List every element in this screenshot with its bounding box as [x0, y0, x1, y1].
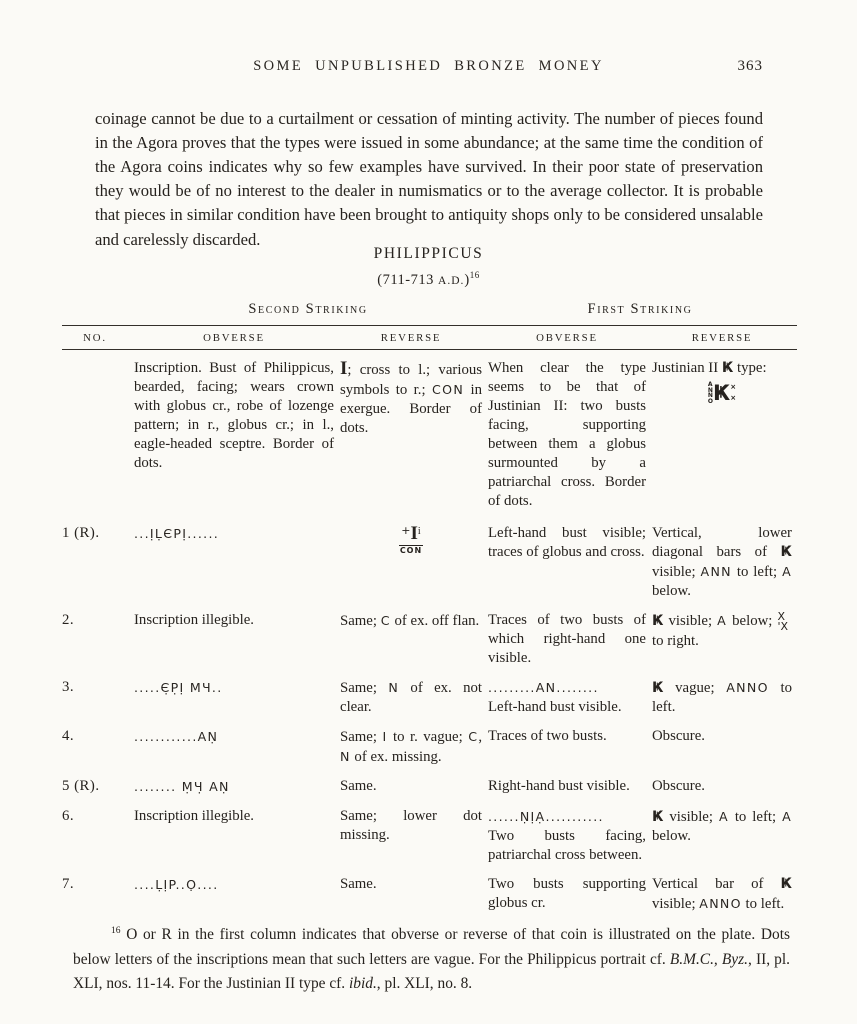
regnal-year-stack — [777, 609, 789, 633]
running-head-title: SOME UNPUBLISHED BRONZE MONEY — [253, 58, 604, 74]
inscription-text: ANNO — [726, 680, 769, 695]
text: of ex. not clear. — [340, 680, 483, 715]
text: Inscription. Bust of Philippicus, bearded, facing; wears crown with globus cr., robe of lozenge pattern; in r., globus cr.; in l., eagle-headed sceptre. Border of dots. — [134, 360, 334, 471]
table-row — [62, 524, 797, 601]
text: , II, pl. XLI, nos. 11-14. For the Justinian II type cf. — [73, 950, 790, 992]
text: visible; — [663, 613, 718, 629]
cell-reverse-first — [652, 359, 792, 511]
table-row — [62, 807, 797, 865]
text: Traces of two busts of which right-hand one visible. — [488, 612, 646, 666]
cell-obverse-second — [134, 777, 334, 797]
text: below; — [727, 613, 778, 629]
date-era: A.D. — [438, 274, 465, 287]
column-header-reverse-first: REVERSE — [691, 332, 753, 344]
text: to left. — [741, 896, 785, 912]
running-head — [0, 58, 857, 75]
cell-no: 6. — [62, 808, 75, 824]
text: visible; — [663, 809, 719, 825]
cell-no: 5 (R). — [62, 778, 100, 794]
text: to left; — [728, 809, 783, 825]
text: below. — [652, 583, 691, 599]
text: Two busts facing, patriarchal cross between. — [488, 828, 646, 863]
text: Left-hand bust visible. — [488, 699, 622, 715]
cell-no: 1 (R). — [62, 525, 100, 541]
section-title: PHILIPPICUS — [373, 245, 484, 262]
cell-no: 7. — [62, 876, 75, 892]
text: Justinian II — [652, 360, 722, 376]
cell-reverse-first — [652, 611, 792, 668]
inscription-text: N — [388, 680, 400, 695]
text: Traces of two busts. — [488, 728, 607, 744]
cell-reverse-first — [652, 807, 792, 865]
k-monogram-icon: Ҝ — [652, 809, 664, 825]
group-header-row — [62, 301, 797, 318]
cell-obverse-second — [134, 807, 334, 865]
cell-obverse-second — [134, 611, 334, 668]
regnal-year-bottom: 'X — [777, 619, 789, 633]
k-monogram-icon: Ҝ — [780, 544, 792, 560]
cell-reverse-first — [652, 524, 792, 601]
exergue-con-label: CON — [399, 546, 423, 555]
page-number: 363 — [737, 58, 763, 74]
text: Same; — [340, 680, 389, 696]
cell-obverse-first — [488, 524, 646, 601]
k-monogram-icon: Ҝ — [721, 360, 734, 376]
inscription-text: .........AN........ — [488, 680, 599, 695]
section-date — [0, 270, 857, 289]
cell-obverse-second — [134, 875, 334, 914]
year-marks — [730, 384, 736, 402]
inscription-text: C — [468, 729, 479, 744]
inscription-text: C — [380, 613, 391, 628]
inscription-text: ........ ṂЧ̣ AṆ — [134, 779, 230, 794]
group-header-second-striking: Second Striking — [248, 301, 368, 317]
k-monogram-icon: Ҝ — [652, 680, 664, 696]
k-monogram-icon: Ҝ — [780, 876, 792, 892]
cell-obverse-first — [488, 611, 646, 668]
inscription-text: CON — [432, 382, 465, 397]
group-header-first-striking: First Striking — [587, 301, 693, 317]
text: Same; lower dot missing. — [340, 808, 482, 843]
table-row — [62, 777, 797, 797]
column-header-no: NO. — [83, 332, 107, 344]
footnote — [73, 919, 790, 995]
text: type: — [733, 360, 767, 376]
italic-text: ibid. — [349, 974, 377, 992]
text: , pl. XLI, no. 8. — [376, 974, 473, 992]
small-i-glyph: i — [417, 526, 421, 537]
inscription-text: ....ḶỊP..Ọ.... — [134, 877, 219, 892]
inscription-text: ............AṆ — [134, 729, 219, 744]
date-prefix: (711-713 — [377, 271, 439, 288]
exergue-mark-icon — [399, 524, 422, 555]
cell-reverse-first — [652, 875, 792, 914]
text: Same. — [340, 876, 377, 892]
text: Right-hand bust visible. — [488, 778, 630, 794]
anno-letter: A — [707, 381, 713, 388]
column-header-obverse-first: OBVERSE — [536, 332, 598, 344]
text: of ex. missing. — [350, 749, 442, 765]
cell-reverse-second — [340, 359, 482, 511]
anno-k-monogram-icon — [708, 382, 736, 404]
date-suffix: ) — [464, 271, 470, 288]
text: Same; — [340, 613, 381, 629]
cell-obverse-first — [488, 807, 646, 865]
footnote-ref: 16 — [469, 270, 480, 280]
inscription-text: A — [717, 613, 728, 628]
text: visible; — [652, 896, 700, 912]
inscription-text: ......ṆỊẠ........... — [488, 809, 604, 824]
table-row — [62, 875, 797, 914]
text: to right. — [652, 632, 699, 649]
cell-obverse-first — [488, 359, 646, 511]
anno-letter: N — [707, 386, 713, 394]
inscription-text: ...ỊḶЄPỊ...... — [134, 526, 220, 541]
text: Obscure. — [652, 778, 706, 794]
text: Inscription illegible. — [134, 808, 254, 824]
cell-reverse-first — [652, 777, 792, 797]
cell-no: 2. — [62, 612, 75, 628]
table-body — [62, 350, 797, 914]
italic-text: B.M.C., Byz. — [669, 950, 748, 968]
cell-obverse-first — [488, 678, 646, 717]
mark-I-glyph: I — [340, 358, 348, 379]
intro-paragraph: coinage cannot be due to a curtailment or cessation of minting activity. The number of pieces found in the Agora proves that the types were issued in some abundance; at the same time the condition of the Agora coins indicates why so few examples have survived. In their poor state of preservation they would be of no interest to the dealer in numismatics or to the average collector. It is probable that pieces in similar condition have been brought to antiquity shops only to be considered unsalable and carelessly discarded. — [95, 108, 763, 249]
text: Same. — [340, 778, 377, 794]
text: vague; — [663, 680, 727, 696]
year-mark: × — [730, 383, 737, 392]
text: to left. — [652, 680, 792, 715]
column-header-row — [62, 326, 797, 349]
cross-glyph: + — [401, 524, 411, 537]
cell-reverse-second — [340, 678, 482, 717]
cell-reverse-second — [340, 524, 482, 601]
text: Obscure. — [652, 728, 706, 744]
cell-obverse-second — [134, 524, 334, 601]
inscription-text: .....Є̣P̣Ị MЧ.. — [134, 680, 223, 695]
cell-reverse-second — [340, 777, 482, 797]
inscription-text: A — [782, 564, 792, 579]
big-k-glyph: Ҝ — [713, 381, 731, 406]
text: ; cross to l.; various symbols to r.; — [340, 362, 482, 398]
text: Vertical bar of — [652, 876, 781, 892]
text: Two busts supporting globus cr. — [488, 876, 646, 911]
text: to left; — [731, 564, 783, 580]
cell-reverse-second — [340, 807, 482, 865]
cell-obverse-second — [134, 678, 334, 717]
inscription-text: ANNO — [699, 896, 742, 911]
table-row — [62, 359, 797, 511]
mark-I-glyph: I — [410, 523, 418, 544]
regnal-year-top: X — [777, 609, 785, 623]
cell-reverse-first — [652, 727, 792, 767]
cell-no: 4. — [62, 728, 75, 744]
year-mark: × — [730, 394, 737, 403]
table-row — [62, 678, 797, 717]
text: of ex. off flan. — [390, 613, 480, 629]
cell-no — [62, 359, 128, 511]
anno-letter: N — [707, 392, 713, 400]
inscription-text: I — [382, 729, 388, 744]
footnote-number: 16 — [111, 926, 121, 937]
column-header-reverse-second: REVERSE — [380, 332, 442, 344]
table-row — [62, 611, 797, 668]
text: , — [478, 729, 483, 745]
cell-no: 3. — [62, 679, 75, 695]
k-monogram-icon: Ҝ — [652, 613, 664, 629]
inscription-text: N — [340, 749, 351, 764]
cell-obverse-first — [488, 777, 646, 797]
column-header-obverse-second: OBVERSE — [203, 332, 265, 344]
footnote-text — [73, 927, 790, 992]
text: visible; — [652, 564, 701, 580]
text: Left-hand bust visible; traces of globus and cross. — [488, 525, 646, 560]
text: Inscription illegible. — [134, 612, 254, 628]
text: O or R in the first column indicates that obverse or reverse of that coin is illustrated on the plate. Dots below letters of the inscriptions mean that such letters are vague. For the Philippicus portrait cf. — [73, 926, 790, 968]
text: in exergue. Border of dots. — [340, 382, 482, 436]
cell-reverse-second — [340, 727, 482, 767]
inscription-text: ANN — [700, 564, 732, 579]
cell-obverse-second — [134, 359, 334, 511]
text: to r. vague; — [387, 729, 469, 745]
cell-reverse-second — [340, 611, 482, 668]
text: below. — [652, 828, 691, 844]
cell-obverse-first — [488, 727, 646, 767]
inscription-text: A — [782, 809, 792, 824]
cell-reverse-first — [652, 678, 792, 717]
table-row — [62, 727, 797, 767]
text: Vertical, lower diagonal bars of — [652, 525, 792, 560]
inscription-text: A — [718, 809, 729, 824]
cell-reverse-second — [340, 875, 482, 914]
cell-obverse-first — [488, 875, 646, 914]
exergue-top — [399, 524, 422, 543]
text: Same; — [340, 729, 383, 745]
cell-obverse-second — [134, 727, 334, 767]
anno-letter: O — [707, 397, 714, 405]
text: When clear the type seems to be that of Justinian II: two busts facing, supporting between them a globus surmounted by a patriarchal cross. Border of dots. — [488, 360, 646, 509]
coin-table — [62, 301, 797, 924]
